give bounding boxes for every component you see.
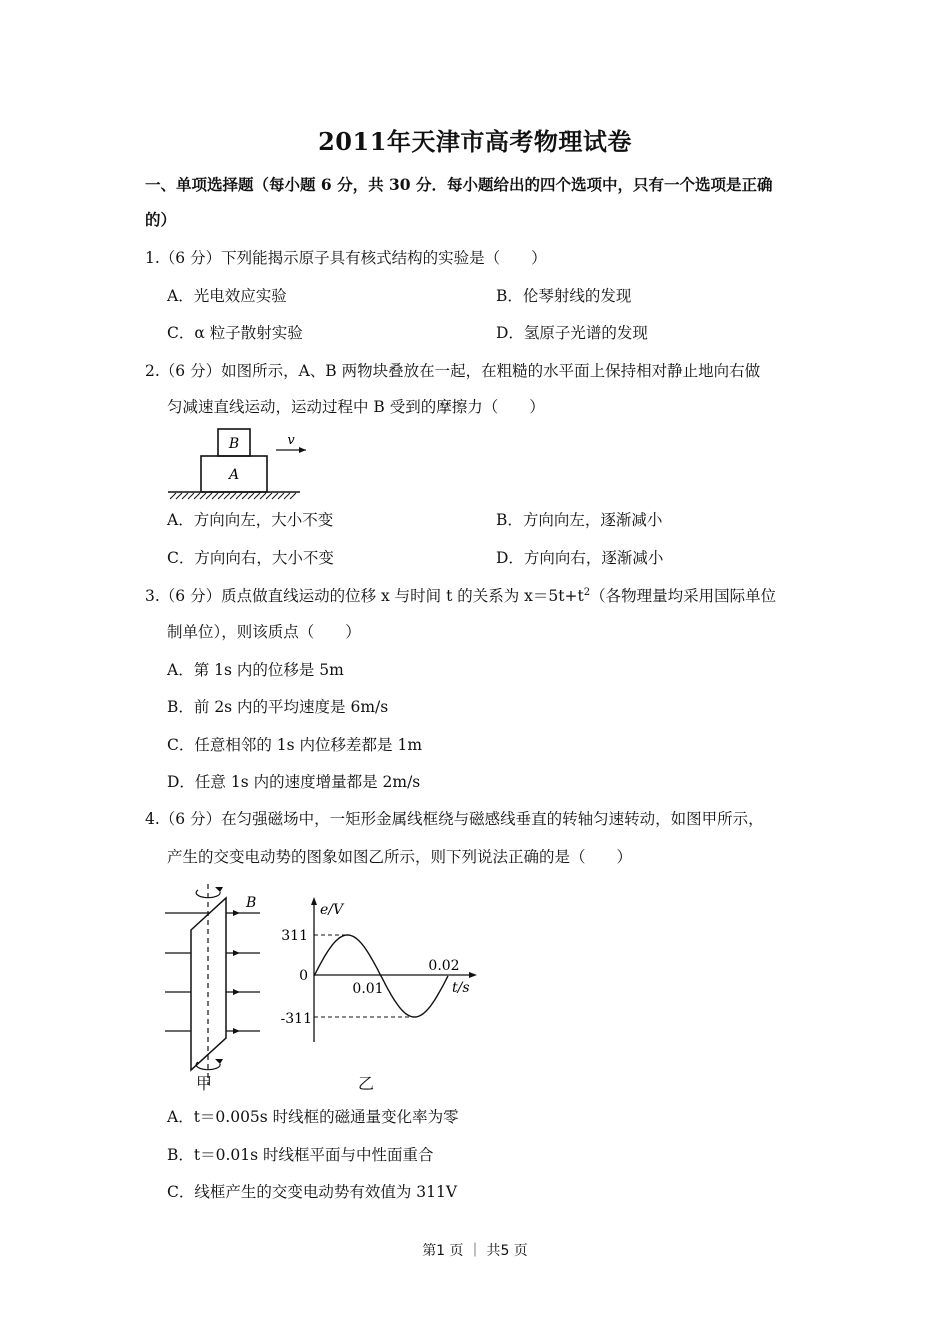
rotation-arrowhead-top xyxy=(215,887,223,892)
graph-tick-311: 311 xyxy=(281,928,308,944)
graph-y-label: e/V xyxy=(320,902,344,918)
question-3-stem-tail: （各物理量均采用国际单位 xyxy=(590,587,777,605)
rotation-arrowhead-bottom xyxy=(215,1059,223,1064)
question-2-option-b: B．方向向左，逐渐减小 xyxy=(496,511,663,529)
question-3-stem-main: 3.（6 分）质点做直线运动的位移 x 与时间 t 的关系为 x＝5t+t xyxy=(145,587,584,605)
graph-tick-002: 0.02 xyxy=(428,958,460,974)
velocity-label: v xyxy=(287,433,295,448)
question-4-option-b: B．t＝0.01s 时线框平面与中性面重合 xyxy=(167,1146,434,1164)
block-a-label: A xyxy=(228,467,240,483)
graph-tick-0: 0 xyxy=(299,968,308,984)
question-3-stem xyxy=(145,585,776,607)
velocity-arrowhead xyxy=(299,447,306,453)
question-3-option-c: C．任意相邻的 1s 内位移差都是 1m xyxy=(167,736,423,754)
sine-wave xyxy=(314,935,448,1017)
coil-figure xyxy=(160,880,270,1100)
question-3-exponent: 2 xyxy=(583,586,591,598)
question-3-option-d: D．任意 1s 内的速度增量都是 2m/s xyxy=(167,773,421,791)
question-3-option-b: B．前 2s 内的平均速度是 6m/s xyxy=(167,698,389,716)
question-4-stem: 4.（6 分）在匀强磁场中，一矩形金属线框绕与磁感线垂直的转轴匀速转动，如图甲所示， xyxy=(145,810,764,828)
block-b-label: B xyxy=(228,436,240,452)
question-1-option-b: B．伦琴射线的发现 xyxy=(496,287,632,305)
question-2-stem-cont: 匀减速直线运动，运动过程中 B 受到的摩擦力（ ） xyxy=(167,398,545,416)
graph-x-arrowhead xyxy=(469,972,477,978)
question-1-stem: 1.（6 分）下列能揭示原子具有核式结构的实验是（ ） xyxy=(145,249,547,267)
figure-jia-caption: 甲 xyxy=(196,1074,213,1093)
question-1-option-a: A．光电效应实验 xyxy=(167,287,287,305)
graph-tick-neg311: -311 xyxy=(280,1011,312,1027)
question-1-option-c: C．α 粒子散射实验 xyxy=(167,324,303,342)
section-heading: 一、单项选择题（每小题 6 分，共 30 分．每小题给出的四个选项中，只有一个选项是正确 xyxy=(145,175,773,194)
question-2-stem: 2.（6 分）如图所示，A、B 两物块叠放在一起，在粗糙的水平面上保持相对静止地向右做 xyxy=(145,362,761,380)
question-2-option-a: A．方向向左，大小不变 xyxy=(167,511,334,529)
figure-yi-caption: 乙 xyxy=(358,1074,375,1093)
question-3-option-a: A．第 1s 内的位移是 5m xyxy=(167,661,344,679)
question-4-stem-cont: 产生的交变电动势的图象如图乙所示，则下列说法正确的是（ ） xyxy=(167,848,633,866)
question-2-option-c: C．方向向右，大小不变 xyxy=(167,549,334,567)
page-footer: 第1 页 ｜ 共5 页 xyxy=(422,1243,528,1259)
graph-x-label: t/s xyxy=(452,980,470,996)
question-4-option-c: C．线框产生的交变电动势有效值为 311V xyxy=(167,1183,458,1201)
field-label: B xyxy=(246,895,257,911)
question-1-option-d: D．氢原子光谱的发现 xyxy=(496,324,648,342)
ground-hatching xyxy=(170,493,296,499)
question-4-option-a: A．t＝0.005s 时线框的磁通量变化率为零 xyxy=(167,1108,459,1126)
question-2-option-d: D．方向向右，逐渐减小 xyxy=(496,549,664,567)
section-heading-cont: 的） xyxy=(145,210,177,229)
page-title: 2011年天津市高考物理试卷 xyxy=(318,127,632,156)
blocks-figure xyxy=(160,425,310,505)
graph-y-arrowhead xyxy=(311,897,317,905)
question-3-stem-cont: 制单位），则该质点（ ） xyxy=(167,623,361,641)
emf-graph xyxy=(276,892,486,1052)
graph-tick-001: 0.01 xyxy=(352,981,384,997)
field-arrowheads xyxy=(233,910,240,1034)
